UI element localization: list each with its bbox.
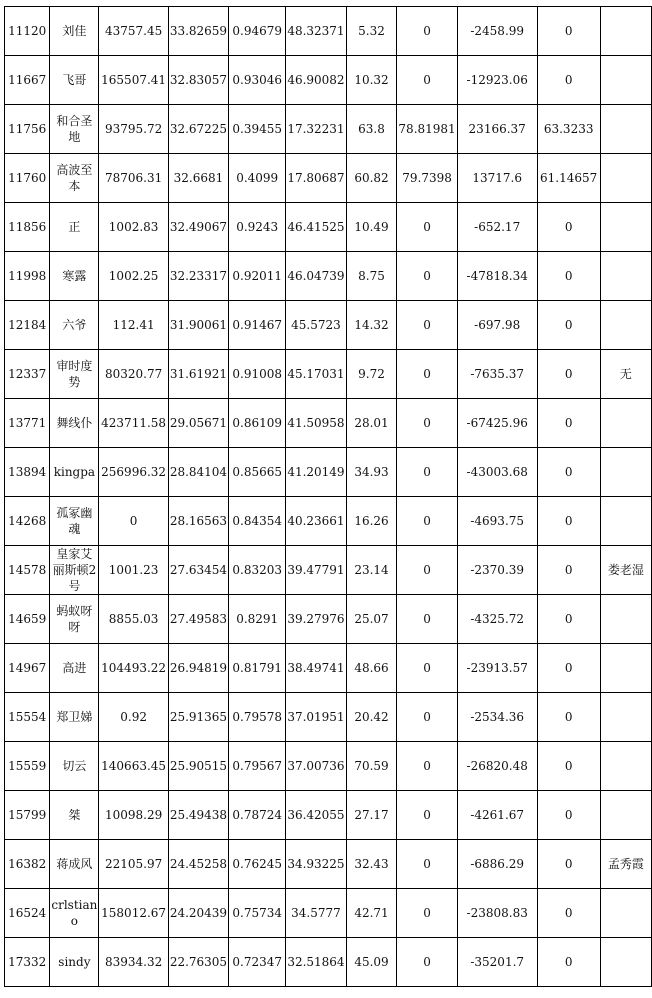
profit-cell: -2534.36	[457, 693, 537, 742]
table-row	[5, 693, 652, 742]
percent-cell: 34.93225	[286, 840, 346, 889]
score-cell: 33.82659	[168, 7, 228, 56]
table-row	[5, 203, 652, 252]
name-cell: 蒋成风	[50, 840, 99, 889]
ratio-cell: 0.91467	[229, 301, 286, 350]
extra2-cell: 0	[537, 203, 600, 252]
table-row	[5, 252, 652, 301]
name-cell: 高进	[50, 644, 99, 693]
score-cell: 26.94819	[168, 644, 228, 693]
note-cell	[600, 693, 651, 742]
ratio-cell: 0.83203	[229, 546, 286, 595]
rank-cell: 14967	[5, 644, 50, 693]
rank-cell: 13771	[5, 399, 50, 448]
ratio-cell: 0.9243	[229, 203, 286, 252]
ratio-cell: 0.92011	[229, 252, 286, 301]
note-cell	[600, 203, 651, 252]
note-cell: 娄老湿	[600, 546, 651, 595]
note-cell	[600, 889, 651, 938]
note-cell	[600, 938, 651, 987]
name-cell: crlstiano	[50, 889, 99, 938]
note-cell	[600, 56, 651, 105]
profit-cell: -697.98	[457, 301, 537, 350]
extra2-cell: 63.3233	[537, 105, 600, 154]
value-cell: 10098.29	[99, 791, 168, 840]
percent-cell: 46.41525	[286, 203, 346, 252]
name-cell: 刘佳	[50, 7, 99, 56]
ratio-cell: 0.8291	[229, 595, 286, 644]
percent-cell: 36.42055	[286, 791, 346, 840]
table-row	[5, 154, 652, 203]
extra2-cell: 0	[537, 448, 600, 497]
rank-cell: 15799	[5, 791, 50, 840]
profit-cell: -23913.57	[457, 644, 537, 693]
ratio-cell: 0.39455	[229, 105, 286, 154]
table-row	[5, 301, 652, 350]
score-cell: 25.91365	[168, 693, 228, 742]
table-row	[5, 7, 652, 56]
value-cell: 1001.23	[99, 546, 168, 595]
ratio-cell: 0.76245	[229, 840, 286, 889]
score-cell: 32.6681	[168, 154, 228, 203]
table-row	[5, 56, 652, 105]
metric-cell: 16.26	[346, 497, 397, 546]
value-cell: 104493.22	[99, 644, 168, 693]
ratio-cell: 0.79578	[229, 693, 286, 742]
ratio-cell: 0.84354	[229, 497, 286, 546]
score-cell: 24.45258	[168, 840, 228, 889]
table-row	[5, 497, 652, 546]
profit-cell: -12923.06	[457, 56, 537, 105]
score-cell: 31.61921	[168, 350, 228, 399]
name-cell: 飞哥	[50, 56, 99, 105]
name-cell: 桀	[50, 791, 99, 840]
percent-cell: 17.80687	[286, 154, 346, 203]
value-cell: 93795.72	[99, 105, 168, 154]
extra2-cell: 0	[537, 301, 600, 350]
score-cell: 28.16563	[168, 497, 228, 546]
metric-cell: 32.43	[346, 840, 397, 889]
table-row	[5, 350, 652, 399]
score-cell: 29.05671	[168, 399, 228, 448]
extra-cell: 0	[397, 56, 457, 105]
extra2-cell: 0	[537, 497, 600, 546]
name-cell: kingpa	[50, 448, 99, 497]
extra2-cell: 0	[537, 7, 600, 56]
rank-cell: 12337	[5, 350, 50, 399]
value-cell: 158012.67	[99, 889, 168, 938]
extra-cell: 0	[397, 301, 457, 350]
extra-cell: 0	[397, 252, 457, 301]
rank-cell: 14268	[5, 497, 50, 546]
extra2-cell: 0	[537, 399, 600, 448]
extra-cell: 0	[397, 644, 457, 693]
score-cell: 32.67225	[168, 105, 228, 154]
note-cell	[600, 791, 651, 840]
profit-cell: -4325.72	[457, 595, 537, 644]
profit-cell: -47818.34	[457, 252, 537, 301]
extra-cell: 0	[397, 595, 457, 644]
extra-cell: 0	[397, 938, 457, 987]
rank-cell: 11667	[5, 56, 50, 105]
name-cell: 舞线仆	[50, 399, 99, 448]
score-cell: 22.76305	[168, 938, 228, 987]
ratio-cell: 0.85665	[229, 448, 286, 497]
percent-cell: 46.04739	[286, 252, 346, 301]
table-row	[5, 595, 652, 644]
extra-cell: 78.81981	[397, 105, 457, 154]
rank-cell: 16382	[5, 840, 50, 889]
extra-cell: 0	[397, 448, 457, 497]
ratio-cell: 0.79567	[229, 742, 286, 791]
table-row	[5, 399, 652, 448]
profit-cell: -2370.39	[457, 546, 537, 595]
ratio-cell: 0.93046	[229, 56, 286, 105]
value-cell: 423711.58	[99, 399, 168, 448]
metric-cell: 34.93	[346, 448, 397, 497]
extra-cell: 0	[397, 399, 457, 448]
name-cell: 正	[50, 203, 99, 252]
name-cell: 郑卫娣	[50, 693, 99, 742]
metric-cell: 42.71	[346, 889, 397, 938]
extra-cell: 0	[397, 791, 457, 840]
note-cell	[600, 154, 651, 203]
value-cell: 165507.41	[99, 56, 168, 105]
name-cell: 高波至本	[50, 154, 99, 203]
metric-cell: 5.32	[346, 7, 397, 56]
extra2-cell: 0	[537, 350, 600, 399]
extra-cell: 0	[397, 889, 457, 938]
value-cell: 0	[99, 497, 168, 546]
score-cell: 31.90061	[168, 301, 228, 350]
name-cell: 六爷	[50, 301, 99, 350]
score-cell: 28.84104	[168, 448, 228, 497]
ratio-cell: 0.94679	[229, 7, 286, 56]
percent-cell: 40.23661	[286, 497, 346, 546]
metric-cell: 48.66	[346, 644, 397, 693]
ratio-cell: 0.81791	[229, 644, 286, 693]
name-cell: 和合圣地	[50, 105, 99, 154]
extra2-cell: 0	[537, 889, 600, 938]
score-cell: 27.63454	[168, 546, 228, 595]
metric-cell: 20.42	[346, 693, 397, 742]
extra2-cell: 0	[537, 252, 600, 301]
rank-cell: 11760	[5, 154, 50, 203]
rank-cell: 11998	[5, 252, 50, 301]
profit-cell: -26820.48	[457, 742, 537, 791]
value-cell: 140663.45	[99, 742, 168, 791]
name-cell: 蚂蚁呀呀	[50, 595, 99, 644]
profit-cell: -6886.29	[457, 840, 537, 889]
rank-cell: 16524	[5, 889, 50, 938]
value-cell: 1002.83	[99, 203, 168, 252]
profit-cell: -2458.99	[457, 7, 537, 56]
table-row	[5, 546, 652, 595]
extra-cell: 0	[397, 7, 457, 56]
score-cell: 32.83057	[168, 56, 228, 105]
rank-cell: 14578	[5, 546, 50, 595]
table-row	[5, 105, 652, 154]
name-cell: 审时度势	[50, 350, 99, 399]
score-cell: 25.90515	[168, 742, 228, 791]
profit-cell: -652.17	[457, 203, 537, 252]
table-body	[5, 7, 652, 987]
score-cell: 32.49067	[168, 203, 228, 252]
extra-cell: 79.7398	[397, 154, 457, 203]
metric-cell: 23.14	[346, 546, 397, 595]
profit-cell: -23808.83	[457, 889, 537, 938]
table-row	[5, 938, 652, 987]
value-cell: 83934.32	[99, 938, 168, 987]
note-cell	[600, 448, 651, 497]
value-cell: 1002.25	[99, 252, 168, 301]
note-cell	[600, 301, 651, 350]
note-cell: 孟秀霞	[600, 840, 651, 889]
note-cell	[600, 497, 651, 546]
score-cell: 27.49583	[168, 595, 228, 644]
percent-cell: 38.49741	[286, 644, 346, 693]
extra-cell: 0	[397, 497, 457, 546]
rank-cell: 14659	[5, 595, 50, 644]
note-cell	[600, 595, 651, 644]
extra2-cell: 0	[537, 938, 600, 987]
table-row	[5, 644, 652, 693]
percent-cell: 46.90082	[286, 56, 346, 105]
percent-cell: 41.50958	[286, 399, 346, 448]
score-cell: 24.20439	[168, 889, 228, 938]
name-cell: 寒露	[50, 252, 99, 301]
extra2-cell: 0	[537, 546, 600, 595]
extra-cell: 0	[397, 546, 457, 595]
percent-cell: 48.32371	[286, 7, 346, 56]
extra2-cell: 0	[537, 595, 600, 644]
note-cell	[600, 399, 651, 448]
percent-cell: 39.47791	[286, 546, 346, 595]
name-cell: 皇家艾丽斯顿2号	[50, 546, 99, 595]
metric-cell: 14.32	[346, 301, 397, 350]
ratio-cell: 0.72347	[229, 938, 286, 987]
extra-cell: 0	[397, 203, 457, 252]
ratio-cell: 0.78724	[229, 791, 286, 840]
extra2-cell: 0	[537, 644, 600, 693]
profit-cell: -67425.96	[457, 399, 537, 448]
extra2-cell: 61.14657	[537, 154, 600, 203]
extra2-cell: 0	[537, 742, 600, 791]
extra-cell: 0	[397, 840, 457, 889]
profit-cell: -43003.68	[457, 448, 537, 497]
name-cell: 切云	[50, 742, 99, 791]
value-cell: 112.41	[99, 301, 168, 350]
ratio-cell: 0.75734	[229, 889, 286, 938]
value-cell: 22105.97	[99, 840, 168, 889]
note-cell	[600, 105, 651, 154]
percent-cell: 45.17031	[286, 350, 346, 399]
percent-cell: 39.27976	[286, 595, 346, 644]
extra-cell: 0	[397, 742, 457, 791]
data-table	[4, 6, 652, 987]
extra2-cell: 0	[537, 56, 600, 105]
ratio-cell: 0.4099	[229, 154, 286, 203]
metric-cell: 27.17	[346, 791, 397, 840]
rank-cell: 11856	[5, 203, 50, 252]
extra2-cell: 0	[537, 840, 600, 889]
rank-cell: 15554	[5, 693, 50, 742]
extra2-cell: 0	[537, 791, 600, 840]
profit-cell: 13717.6	[457, 154, 537, 203]
profit-cell: 23166.37	[457, 105, 537, 154]
ratio-cell: 0.91008	[229, 350, 286, 399]
rank-cell: 15559	[5, 742, 50, 791]
extra-cell: 0	[397, 350, 457, 399]
metric-cell: 10.49	[346, 203, 397, 252]
percent-cell: 37.00736	[286, 742, 346, 791]
rank-cell: 17332	[5, 938, 50, 987]
note-cell	[600, 742, 651, 791]
value-cell: 0.92	[99, 693, 168, 742]
table-row	[5, 889, 652, 938]
metric-cell: 60.82	[346, 154, 397, 203]
name-cell: sindy	[50, 938, 99, 987]
metric-cell: 28.01	[346, 399, 397, 448]
extra-cell: 0	[397, 693, 457, 742]
score-cell: 32.23317	[168, 252, 228, 301]
note-cell	[600, 644, 651, 693]
metric-cell: 70.59	[346, 742, 397, 791]
note-cell	[600, 252, 651, 301]
rank-cell: 12184	[5, 301, 50, 350]
metric-cell: 8.75	[346, 252, 397, 301]
table-row	[5, 742, 652, 791]
percent-cell: 17.32231	[286, 105, 346, 154]
ratio-cell: 0.86109	[229, 399, 286, 448]
rank-cell: 13894	[5, 448, 50, 497]
value-cell: 8855.03	[99, 595, 168, 644]
metric-cell: 9.72	[346, 350, 397, 399]
profit-cell: -4261.67	[457, 791, 537, 840]
profit-cell: -35201.7	[457, 938, 537, 987]
note-cell	[600, 7, 651, 56]
profit-cell: -7635.37	[457, 350, 537, 399]
percent-cell: 41.20149	[286, 448, 346, 497]
score-cell: 25.49438	[168, 791, 228, 840]
percent-cell: 32.51864	[286, 938, 346, 987]
percent-cell: 45.5723	[286, 301, 346, 350]
value-cell: 256996.32	[99, 448, 168, 497]
name-cell: 孤冢幽魂	[50, 497, 99, 546]
table-row	[5, 840, 652, 889]
percent-cell: 34.5777	[286, 889, 346, 938]
metric-cell: 63.8	[346, 105, 397, 154]
percent-cell: 37.01951	[286, 693, 346, 742]
note-cell: 无	[600, 350, 651, 399]
metric-cell: 25.07	[346, 595, 397, 644]
metric-cell: 45.09	[346, 938, 397, 987]
value-cell: 43757.45	[99, 7, 168, 56]
table-row	[5, 448, 652, 497]
table-row	[5, 791, 652, 840]
extra2-cell: 0	[537, 693, 600, 742]
rank-cell: 11756	[5, 105, 50, 154]
profit-cell: -4693.75	[457, 497, 537, 546]
rank-cell: 11120	[5, 7, 50, 56]
value-cell: 78706.31	[99, 154, 168, 203]
value-cell: 80320.77	[99, 350, 168, 399]
metric-cell: 10.32	[346, 56, 397, 105]
